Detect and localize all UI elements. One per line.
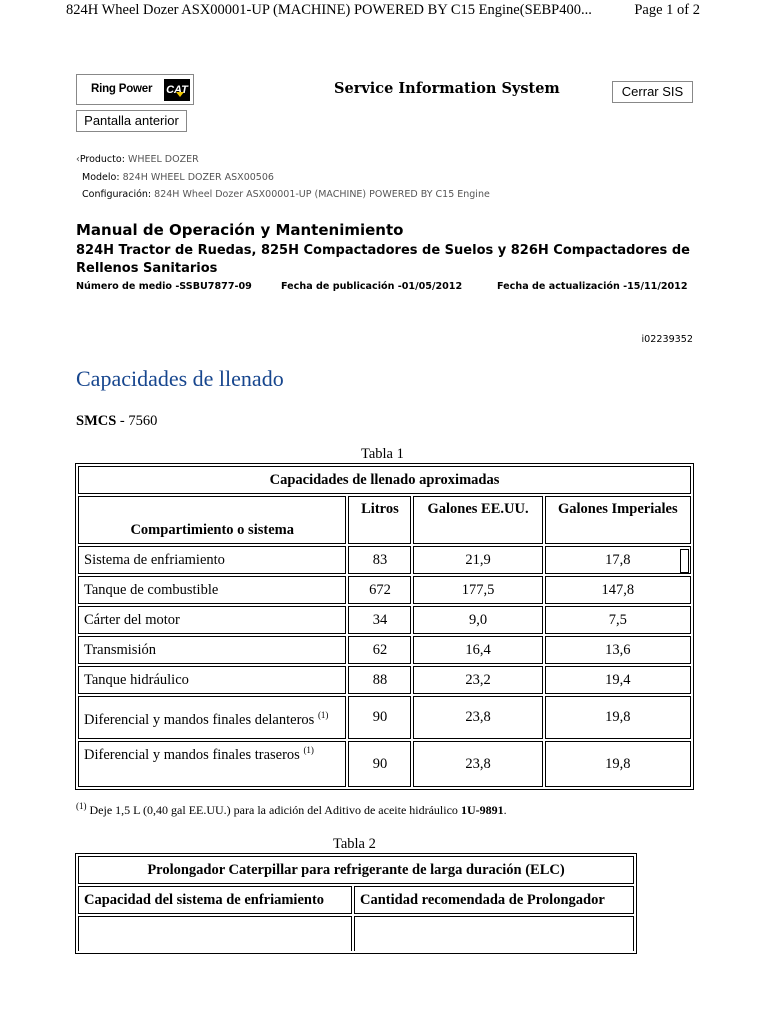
document-title: Manual de Operación y Mantenimiento xyxy=(76,221,404,239)
row-name: Diferencial y mandos finales delanteros xyxy=(84,711,315,728)
row-litros: 88 xyxy=(348,666,411,694)
row-litros: 34 xyxy=(348,606,411,634)
row-gal-us: 21,9 xyxy=(413,546,542,574)
page-number: Page 1 of 2 xyxy=(634,2,700,18)
brand-name: Ring Power xyxy=(91,83,153,95)
ring-power-cat-logo xyxy=(76,74,194,105)
section-title: Capacidades de llenado xyxy=(76,366,284,391)
col-litros: Litros xyxy=(348,496,411,544)
row-litros: 62 xyxy=(348,636,411,664)
table-row xyxy=(78,576,691,604)
print-header-title: 824H Wheel Dozer ASX00001-UP (MACHINE) POWERED BY C15 Engine(SEBP400... xyxy=(66,2,592,18)
row-gal-imp: 147,8 xyxy=(545,576,691,604)
row-litros: 83 xyxy=(348,546,411,574)
row-gal-us: 9,0 xyxy=(413,606,542,634)
config-value: 824H Wheel Dozer ASX00001-UP (MACHINE) POWERED BY C15 Engine xyxy=(154,189,490,200)
document-id: i02239352 xyxy=(641,334,693,345)
print-header xyxy=(0,0,768,22)
back-arrow-icon[interactable]: ‹ xyxy=(76,154,80,165)
row-name-cell xyxy=(78,696,346,739)
close-sis-button[interactable]: Cerrar SIS xyxy=(612,81,693,103)
cat-triangle-icon xyxy=(176,92,184,97)
media-number: Número de medio -SSBU7877-09 xyxy=(76,281,252,292)
row-name: Cárter del motor xyxy=(78,606,346,634)
row-name: Tanque de combustible xyxy=(78,576,346,604)
table-cell xyxy=(354,916,634,951)
row-gal-us: 177,5 xyxy=(413,576,542,604)
table1-footnote xyxy=(76,801,507,818)
fill-capacities-table xyxy=(75,463,694,790)
row-gal-imp: 13,6 xyxy=(545,636,691,664)
row-gal-imp: 17,8 xyxy=(545,546,691,574)
footnote-part-number: 1U-9891 xyxy=(460,803,504,817)
smcs-label: SMCS xyxy=(76,413,117,429)
row-litros: 672 xyxy=(348,576,411,604)
product-line xyxy=(76,154,199,165)
product-label: Producto: xyxy=(79,154,125,165)
table2-caption: Tabla 2 xyxy=(333,836,376,852)
scroll-handle[interactable] xyxy=(680,549,689,573)
table1-heading: Capacidades de llenado aproximadas xyxy=(78,466,691,494)
table2-heading: Prolongador Caterpillar para refrigerante de larga duración (ELC) xyxy=(78,856,634,884)
product-value: WHEEL DOZER xyxy=(127,154,199,165)
config-label: Configuración: xyxy=(82,189,152,200)
col-gal-us: Galones EE.UU. xyxy=(413,496,542,544)
model-label: Modelo: xyxy=(82,172,120,183)
row-gal-us: 23,8 xyxy=(413,741,542,787)
row-name: Sistema de enfriamiento xyxy=(78,546,346,574)
row-name: Diferencial y mandos finales traseros xyxy=(84,746,300,763)
footnote-mark: (1) xyxy=(76,801,87,811)
model-value: 824H WHEEL DOZER ASX00506 xyxy=(122,172,274,183)
config-line xyxy=(82,189,490,200)
previous-screen-button[interactable]: Pantalla anterior xyxy=(76,110,187,132)
row-name-cell xyxy=(78,741,346,787)
cat-logo-icon: CAT xyxy=(164,79,190,101)
row-litros: 90 xyxy=(348,741,411,787)
col-extender-amount: Cantidad recomendada de Prolongador xyxy=(354,886,634,914)
footnote-end: . xyxy=(503,803,507,817)
update-date: Fecha de actualización -15/11/2012 xyxy=(497,281,688,292)
row-gal-imp: 7,5 xyxy=(545,606,691,634)
table-row xyxy=(78,696,691,739)
app-title: Service Information System xyxy=(334,80,560,97)
row-gal-us: 16,4 xyxy=(413,636,542,664)
col-gal-imp: Galones Imperiales xyxy=(545,496,691,544)
row-gal-imp: 19,4 xyxy=(545,666,691,694)
publish-date: Fecha de publicación -01/05/2012 xyxy=(281,281,463,292)
row-name: Tanque hidráulico xyxy=(78,666,346,694)
model-line xyxy=(82,172,274,183)
table-row xyxy=(78,546,691,574)
document-subtitle: 824H Tractor de Ruedas, 825H Compactadores de Suelos y 826H Compactadores de Rellenos Sanitarios xyxy=(76,243,690,276)
col-cooling-capacity: Capacidad del sistema de enfriamiento xyxy=(78,886,352,914)
smcs-code xyxy=(76,413,157,430)
smcs-value: - 7560 xyxy=(116,413,158,429)
table-row xyxy=(78,741,691,787)
elc-extender-table xyxy=(75,853,637,954)
row-gal-us: 23,8 xyxy=(413,696,542,739)
table-row xyxy=(78,606,691,634)
row-litros: 90 xyxy=(348,696,411,739)
table-row xyxy=(78,636,691,664)
table-cell xyxy=(78,916,352,951)
table-row xyxy=(78,666,691,694)
footnote-text: Deje 1,5 L (0,40 gal EE.UU.) para la adición del Aditivo de aceite hidráulico xyxy=(86,803,461,817)
table1-caption: Tabla 1 xyxy=(361,446,404,462)
row-name: Transmisión xyxy=(78,636,346,664)
row-gal-imp: 19,8 xyxy=(545,741,691,787)
col-compartment: Compartimiento o sistema xyxy=(78,496,346,544)
footnote-ref[interactable]: (1) xyxy=(303,745,314,755)
row-gal-us: 23,2 xyxy=(413,666,542,694)
footnote-ref[interactable]: (1) xyxy=(317,709,329,720)
row-gal-imp: 19,8 xyxy=(545,696,691,739)
